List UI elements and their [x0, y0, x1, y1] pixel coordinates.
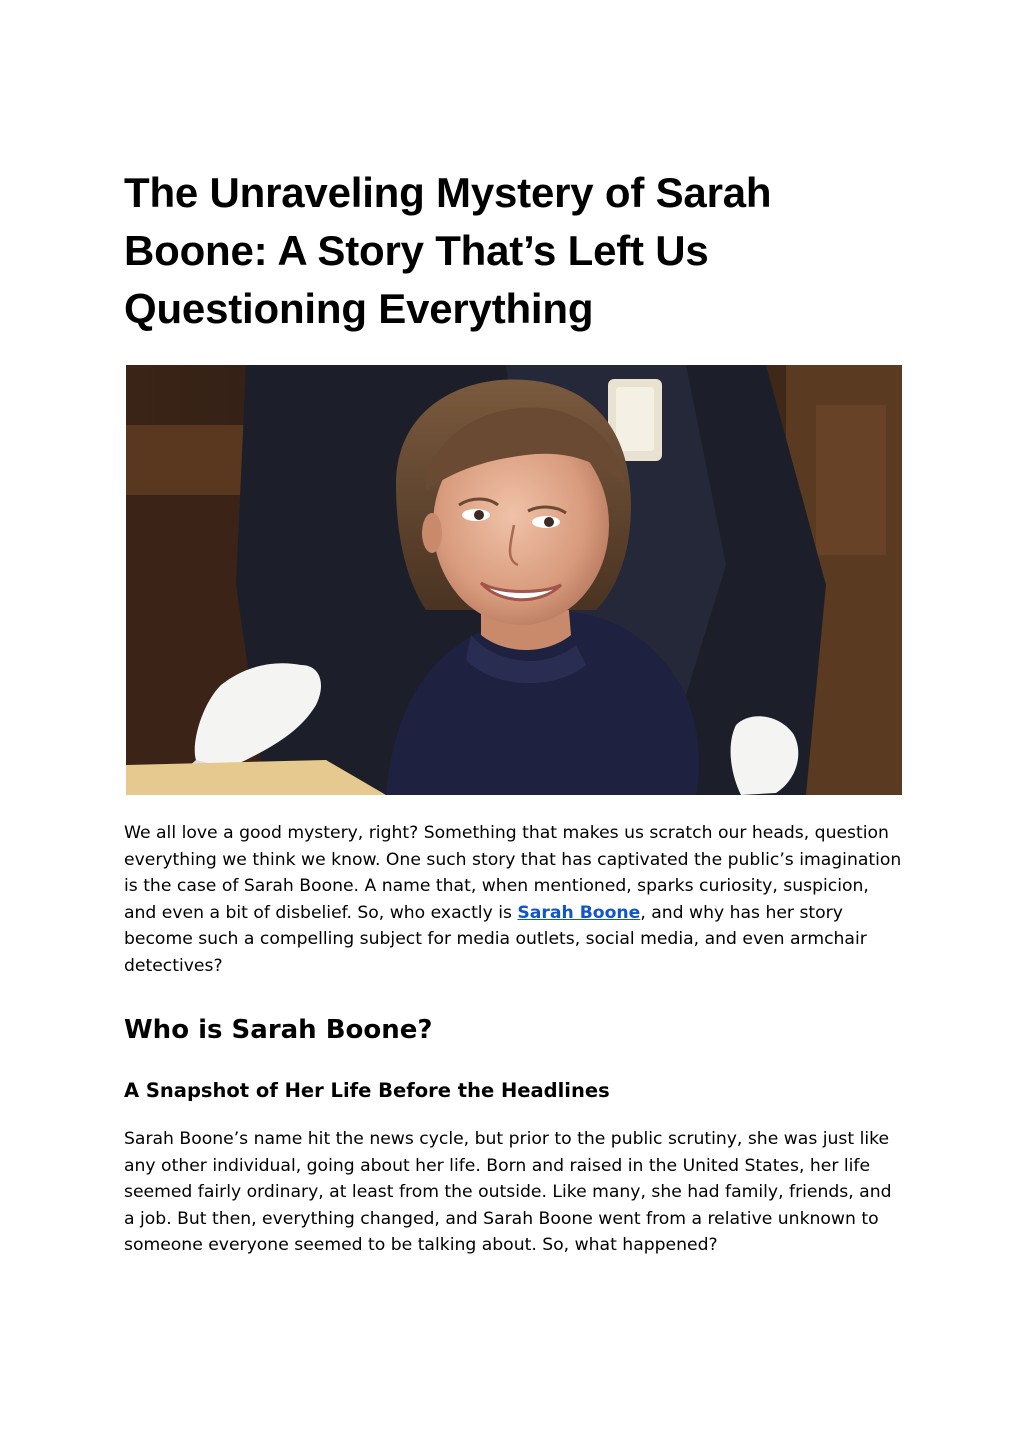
subheading: A Snapshot of Her Life Before the Headlines: [124, 1079, 610, 1102]
sarah-boone-link[interactable]: Sarah Boone: [517, 902, 641, 923]
section-heading: Who is Sarah Boone?: [124, 1015, 433, 1045]
article-title: The Unraveling Mystery of Sarah Boone: A Story That’s Left Us Questioning Everything: [124, 169, 772, 332]
body-paragraph: Sarah Boone’s name hit the news cycle, but prior to the public scrutiny, she was just like any other individual, going about her life. Born and raised in the United States, her life seemed fairly ordinary, at least from the outside. Like many, she had family, friends, and a job. But then, everything changed, and Sarah Boone went from a relative unknown to someone everyone seemed to be talking about. So, what happened?: [124, 1129, 892, 1255]
intro-text-after-link: , and why has her story become such a compelling subject for media outlets, social media, and even armchair detectives?: [124, 902, 867, 976]
article-photo: [126, 365, 902, 795]
intro-paragraph: [124, 820, 904, 979]
intro-text-before-link: We all love a good mystery, right? Something that makes us scratch our heads, question everything we think we know. One such story that has captivated the public’s imagination is the case of Sarah Boone. A name that, when mentioned, sparks curiosity, suspicion, and even a bit of disbelief. So, who exactly is: [124, 823, 902, 923]
